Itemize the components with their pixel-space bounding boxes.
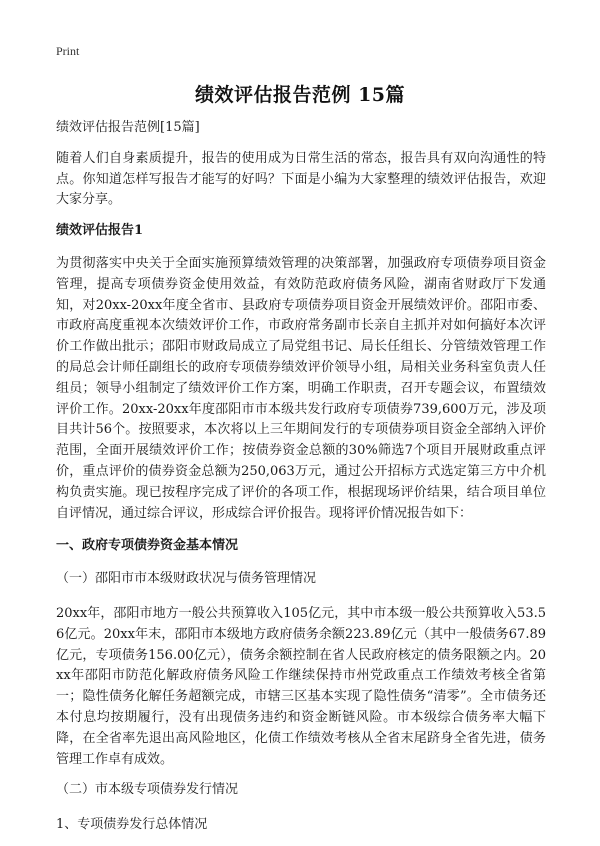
print-label: Print	[56, 44, 80, 58]
heading-part1-sub2: （二）市本级专项债券发行情况	[56, 782, 239, 798]
document-subtitle: 绩效评估报告范例[15篇]	[56, 120, 200, 135]
heading-part1-sub1: （一）邵阳市市本级财政状况与债务管理情况	[56, 571, 317, 587]
body-paragraph-1: 为贯彻落实中央关于全面实施预算绩效管理的决策部署，加强政府专项债券项目资金管理，提高专项债券资金使用效益，有效防范政府债务风险，湖南省财政厅下发通知，对20xx-20xx年度全省市、县政府专项债券项目资金开展绩效评价。邵阳市委、市政府高度重视本次绩效评价工作，市政府常务副市长亲自主抓并对如何搞好本次评价工作做出批示；邵阳市财政局成立了局党组书记、局长任组长、分管绩效管理工作的局总会计师任副组长的政府专项债券绩效评价领导小组，局相关业务科室负责人任组员；领导小组制定了绩效评价工作方案，明确工作职责，召开专题会议，布置绩效评价工作。20xx-20xx年度邵阳市市本级共发行政府专项债券739,600万元，涉及项目共计56个。按照要求，本次将以上三年期间发行的专项债券项目资金全部纳入评价范围，全面开展绩效评价工作；按债券资金总额的30%筛选7个项目开展财政重点评价，重点评价的债券资金总额为250,063万元，通过公开招标方式选定第三方中介机构负责实施。现已按程序完成了评价的各项工作，根据现场评价结果，结合项目单位自评情况，通过综合评议，形成综合评价报告。现将评价情况报告如下：	[56, 255, 546, 521]
intro-paragraph: 随着人们自身素质提升，报告的使用成为日常生活的常态，报告具有双向沟通性的特点。你知道怎样写报告才能写的好吗？下面是小编为大家整理的绩效评估报告，欢迎大家分享。	[56, 150, 546, 208]
heading-part1-sub2-item1: 1、专项债券发行总体情况	[56, 817, 208, 833]
section-heading: 绩效评估报告1	[56, 223, 144, 239]
document-body	[56, 118, 546, 846]
heading-part1: 一、政府专项债券资金基本情况	[56, 538, 239, 554]
body-paragraph-2: 20xx年，邵阳市地方一般公共预算收入105亿元，其中市本级一般公共预算收入53.56亿元。20xx年末，邵阳市本级地方政府债务余额223.89亿元（其中一般债务67.89亿元，专项债务156.00亿元），债务余额控制在省人民政府核定的债务限额之内。20xx年邵阳市防范化解政府债务风险工作继续保持市州党政重点工作绩效考核全省第一；隐性债务化解任务超额完成，市辖三区基本实现了隐性债务“清零”。全市债务还本付息均按期履行，没有出现债务违约和资金断链风险。市本级综合债务率大幅下降，在全省率先退出高风险地区，化债工作绩效考核从全省末尾跻身全省先进，债务管理工作卓有成效。	[56, 605, 546, 767]
page-title: 绩效评估报告范例 15篇	[194, 84, 406, 106]
